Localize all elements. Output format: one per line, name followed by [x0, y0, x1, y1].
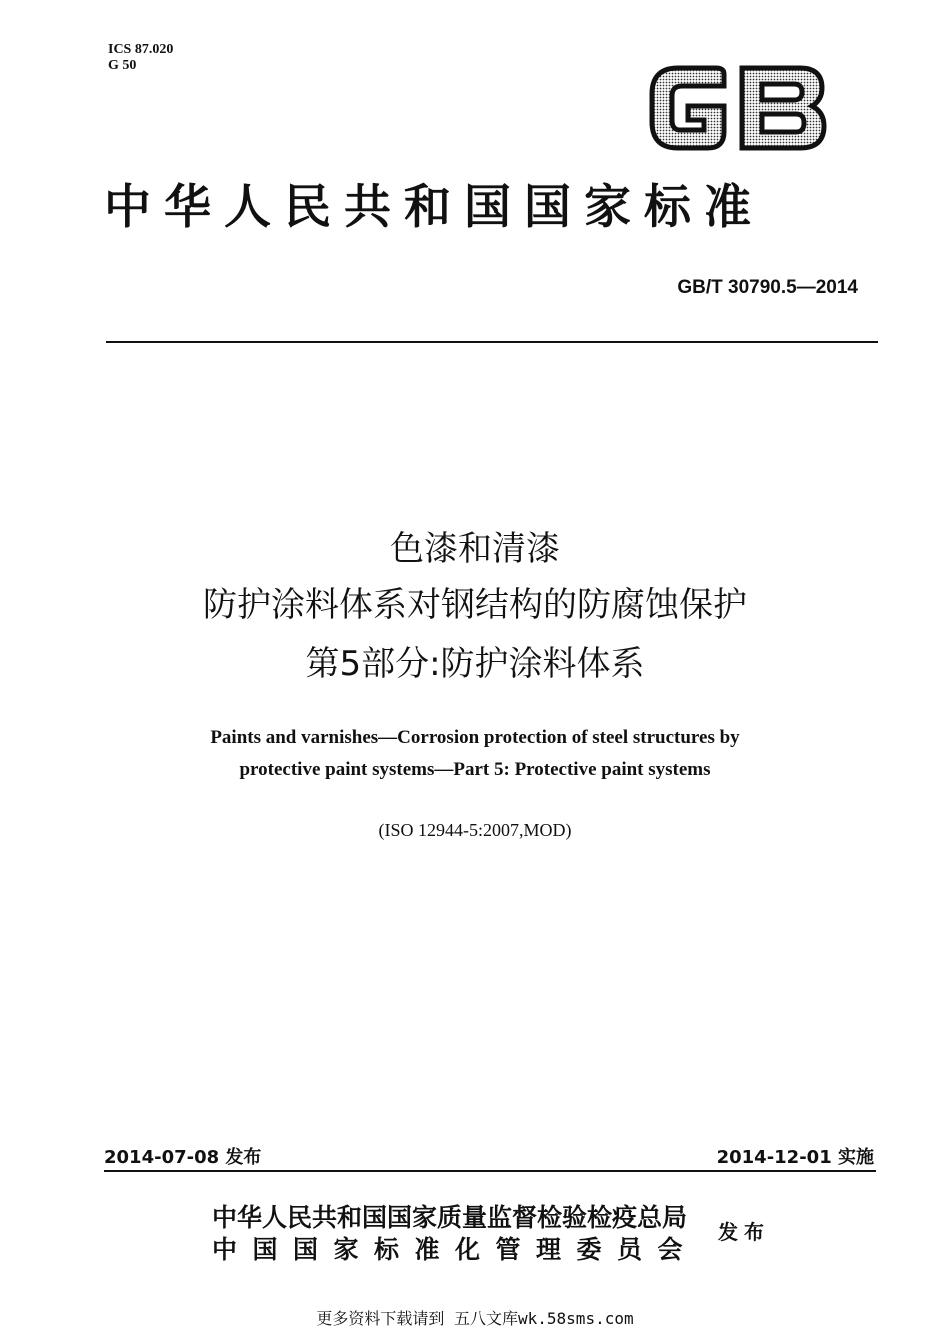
- ccs-code: G 50: [108, 58, 137, 73]
- title-cn-line-1: 色漆和清漆: [390, 529, 560, 569]
- issue-date: 2014-07-08 发布: [104, 1147, 262, 1168]
- footer-link[interactable]: 更多资料下载请到 五八文库wk.58sms.com: [316, 1309, 634, 1328]
- implement-date: 2014-12-01 实施: [716, 1147, 874, 1168]
- issuer-aqsiq: 中华人民共和国国家质量监督检验检疫总局: [212, 1203, 688, 1232]
- top-divider: [106, 341, 878, 343]
- title-en-line-1: Paints and varnishes—Corrosion protection of steel structures by: [210, 727, 740, 748]
- title-en-line-2: protective paint systems—Part 5: Protective paint systems: [239, 759, 711, 780]
- publish-label: 发布: [718, 1220, 770, 1244]
- title-cn-line-2: 防护涂料体系对钢结构的防腐蚀保护: [203, 585, 747, 625]
- standard-number: GB/T 30790.5—2014: [677, 277, 858, 298]
- bottom-divider: [104, 1170, 876, 1172]
- issuer-sac: 中国国家标准化管理委员会: [212, 1235, 699, 1264]
- iso-reference: (ISO 12944-5:2007,MOD): [378, 820, 572, 840]
- title-cn-line-3: 第5部分:防护涂料体系: [305, 644, 645, 684]
- ics-code: ICS 87.020: [108, 42, 174, 57]
- gb-logo-icon: [644, 60, 832, 156]
- classification-codes: [108, 42, 173, 74]
- standard-title: 中华人民共和国国家标准: [104, 180, 764, 235]
